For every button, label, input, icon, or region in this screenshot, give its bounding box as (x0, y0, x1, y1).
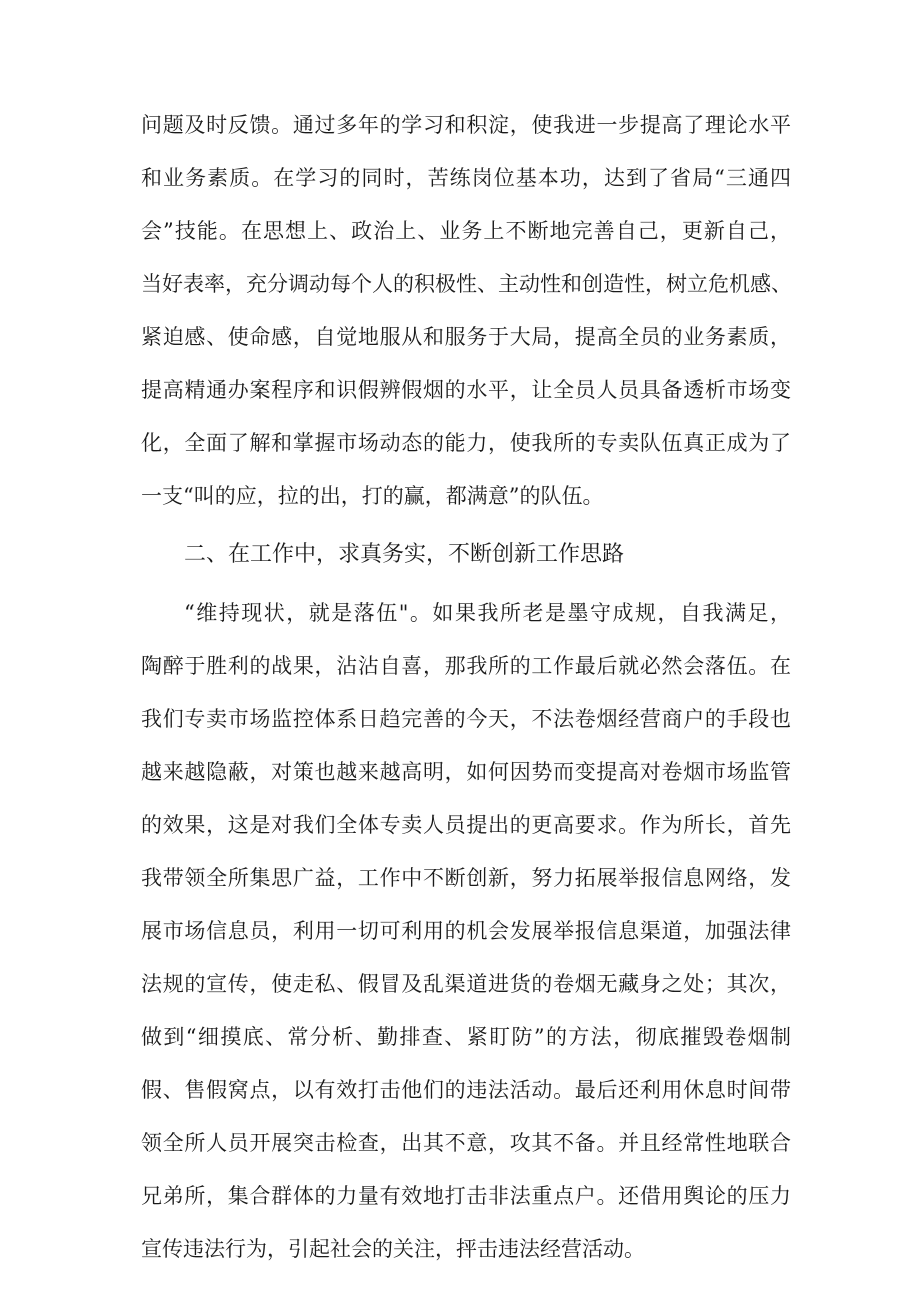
paragraph-line: 问题及时反馈。通过多年的学习和积淀，使我进一步提高了理论水平 (141, 113, 791, 137)
paragraph-line: 做到“细摸底、常分析、勤排查、紧盯防”的方法，彻底摧毁卷烟制 (141, 1025, 791, 1049)
paragraph-line: 一支“叫的应，拉的出，打的赢，都满意”的队伍。 (141, 484, 604, 508)
paragraph-line: 我们专卖市场监控体系日趋完善的今天，不法卷烟经营商户的手段也 (141, 707, 791, 731)
paragraph-line: 的效果，这是对我们全体专卖人员提出的更高要求。作为所长，首先 (141, 813, 791, 837)
section-heading: 二、在工作中，求真务实，不断创新工作思路 (184, 542, 625, 567)
paragraph-line: “维持现状，就是落伍"。如果我所老是墨守成规，自我满足， (184, 601, 791, 625)
paragraph-line: 化，全面了解和掌握市场动态的能力，使我所的专卖队伍真正成为了 (141, 431, 791, 455)
paragraph-line: 会”技能。在思想上、政治上、业务上不断地完善自己，更新自己， (141, 219, 791, 243)
paragraph-line: 越来越隐蔽，对策也越来越高明，如何因势而变提高对卷烟市场监管 (141, 760, 791, 784)
paragraph-line: 假、售假窝点，以有效打击他们的违法活动。最后还利用休息时间带 (141, 1078, 791, 1102)
paragraph-line: 领全所人员开展突击检查，出其不意，攻其不备。并且经常性地联合 (141, 1131, 791, 1155)
paragraph-line: 兄弟所，集合群体的力量有效地打击非法重点户。还借用舆论的压力 (141, 1184, 791, 1208)
paragraph-line: 陶醉于胜利的战果，沾沾自喜，那我所的工作最后就必然会落伍。在 (141, 654, 791, 678)
paragraph-line: 法规的宣传，使走私、假冒及乱渠道进货的卷烟无藏身之处；其次， (141, 972, 791, 996)
paragraph-line: 我带领全所集思广益，工作中不断创新，努力拓展举报信息网络，发 (141, 866, 791, 890)
paragraph-line: 当好表率，充分调动每个人的积极性、主动性和创造性，树立危机感、 (141, 272, 792, 296)
paragraph-line: 提高精通办案程序和识假辨假烟的水平，让全员人员具备透析市场变 (141, 378, 791, 402)
paragraph-line: 宣传违法行为，引起社会的关注，抨击违法经营活动。 (141, 1237, 645, 1261)
paragraph-line: 展市场信息员，利用一切可利用的机会发展举报信息渠道，加强法律 (141, 919, 791, 943)
paragraph-line: 和业务素质。在学习的同时，苦练岗位基本功，达到了省局“三通四 (141, 166, 791, 190)
paragraph-line: 紧迫感、使命感，自觉地服从和服务于大局，提高全员的业务素质， (141, 325, 791, 349)
